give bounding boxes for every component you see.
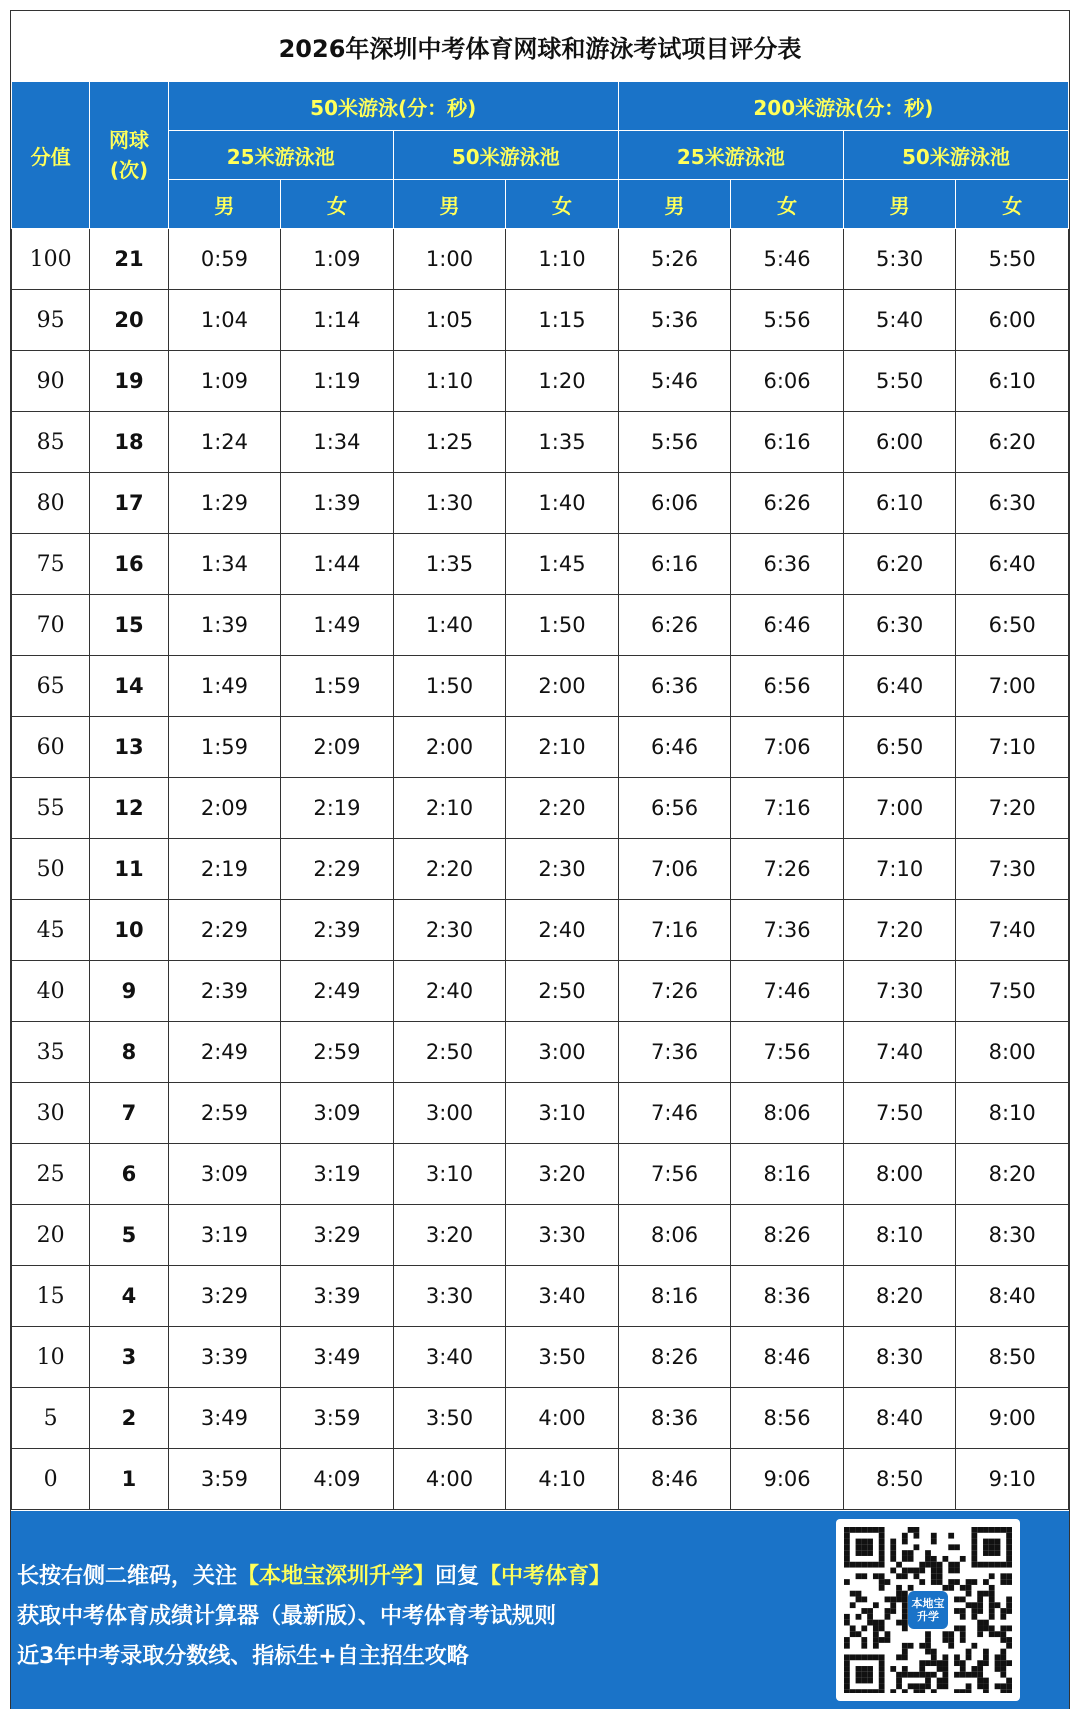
time-cell: 3:40 — [393, 1327, 506, 1388]
time-cell: 1:45 — [506, 534, 619, 595]
time-cell: 3:59 — [281, 1388, 394, 1449]
time-cell: 2:19 — [281, 778, 394, 839]
time-cell: 3:20 — [393, 1205, 506, 1266]
time-cell: 3:09 — [281, 1083, 394, 1144]
score-cell: 5 — [12, 1388, 90, 1449]
time-cell: 5:36 — [618, 290, 731, 351]
score-cell: 25 — [12, 1144, 90, 1205]
time-cell: 1:35 — [393, 534, 506, 595]
time-cell: 6:00 — [956, 290, 1069, 351]
time-cell: 5:46 — [618, 351, 731, 412]
time-cell: 5:56 — [618, 412, 731, 473]
page-title: 2026年深圳中考体育网球和游泳考试项目评分表 — [278, 34, 802, 63]
time-cell: 3:29 — [168, 1266, 281, 1327]
tennis-cell: 17 — [90, 473, 168, 534]
time-cell: 8:06 — [618, 1205, 731, 1266]
time-cell: 7:56 — [731, 1022, 844, 1083]
time-cell: 1:20 — [506, 351, 619, 412]
footer-text — [17, 1557, 611, 1677]
header-female: 女 — [731, 180, 844, 229]
time-cell: 1:10 — [506, 229, 619, 290]
time-cell: 7:46 — [731, 961, 844, 1022]
table-row — [12, 717, 1069, 778]
time-cell: 7:06 — [731, 717, 844, 778]
time-cell: 5:50 — [956, 229, 1069, 290]
score-cell: 45 — [12, 900, 90, 961]
footer-account-name: 【本地宝深圳升学】 — [237, 1564, 436, 1589]
time-cell: 8:40 — [956, 1266, 1069, 1327]
time-cell: 1:19 — [281, 351, 394, 412]
footer-line-1-text: 长按右侧二维码，关注 — [17, 1564, 238, 1589]
time-cell: 8:26 — [618, 1327, 731, 1388]
time-cell: 2:19 — [168, 839, 281, 900]
time-cell: 1:05 — [393, 290, 506, 351]
tennis-cell: 2 — [90, 1388, 168, 1449]
score-cell: 70 — [12, 595, 90, 656]
time-cell: 6:00 — [843, 412, 956, 473]
time-cell: 7:00 — [843, 778, 956, 839]
footer-line-1 — [17, 1557, 611, 1597]
time-cell: 2:00 — [506, 656, 619, 717]
header-score: 分值 — [12, 82, 90, 229]
time-cell: 7:16 — [731, 778, 844, 839]
tennis-cell: 13 — [90, 717, 168, 778]
score-cell: 95 — [12, 290, 90, 351]
time-cell: 6:40 — [843, 656, 956, 717]
time-cell: 8:46 — [618, 1449, 731, 1510]
time-cell: 5:56 — [731, 290, 844, 351]
time-cell: 2:59 — [168, 1083, 281, 1144]
header-male: 男 — [393, 180, 506, 229]
table-row — [12, 473, 1069, 534]
time-cell: 6:06 — [618, 473, 731, 534]
time-cell: 6:56 — [731, 656, 844, 717]
time-cell: 3:30 — [506, 1205, 619, 1266]
table-row — [12, 1083, 1069, 1144]
table-row — [12, 1266, 1069, 1327]
time-cell: 1:04 — [168, 290, 281, 351]
score-cell: 30 — [12, 1083, 90, 1144]
score-cell: 60 — [12, 717, 90, 778]
table-row — [12, 1327, 1069, 1388]
time-cell: 1:25 — [393, 412, 506, 473]
time-cell: 6:10 — [843, 473, 956, 534]
time-cell: 6:26 — [618, 595, 731, 656]
time-cell: 2:10 — [506, 717, 619, 778]
time-cell: 9:10 — [956, 1449, 1069, 1510]
time-cell: 8:00 — [956, 1022, 1069, 1083]
time-cell: 3:10 — [506, 1083, 619, 1144]
tennis-cell: 12 — [90, 778, 168, 839]
time-cell: 3:09 — [168, 1144, 281, 1205]
time-cell: 7:20 — [843, 900, 956, 961]
time-cell: 7:36 — [731, 900, 844, 961]
tennis-cell: 7 — [90, 1083, 168, 1144]
table-row — [12, 595, 1069, 656]
footer-line-2: 获取中考体育成绩计算器（最新版）、中考体育考试规则 — [17, 1604, 557, 1629]
time-cell: 4:10 — [506, 1449, 619, 1510]
time-cell: 2:49 — [168, 1022, 281, 1083]
time-cell: 7:10 — [843, 839, 956, 900]
score-cell: 75 — [12, 534, 90, 595]
score-cell: 35 — [12, 1022, 90, 1083]
score-cell: 85 — [12, 412, 90, 473]
footer-keyword: 【中考体育】 — [479, 1564, 612, 1589]
time-cell: 8:30 — [843, 1327, 956, 1388]
score-cell: 40 — [12, 961, 90, 1022]
table-row — [12, 290, 1069, 351]
time-cell: 6:50 — [843, 717, 956, 778]
time-cell: 1:50 — [393, 656, 506, 717]
header-female: 女 — [956, 180, 1069, 229]
tennis-cell: 8 — [90, 1022, 168, 1083]
time-cell: 2:10 — [393, 778, 506, 839]
table-row — [12, 778, 1069, 839]
footer-reply-text: 回复 — [435, 1564, 480, 1589]
time-cell: 6:20 — [843, 534, 956, 595]
time-cell: 1:15 — [506, 290, 619, 351]
table-row — [12, 1144, 1069, 1205]
score-cell: 65 — [12, 656, 90, 717]
time-cell: 2:59 — [281, 1022, 394, 1083]
time-cell: 7:06 — [618, 839, 731, 900]
time-cell: 1:30 — [393, 473, 506, 534]
time-cell: 3:39 — [281, 1266, 394, 1327]
time-cell: 8:56 — [731, 1388, 844, 1449]
time-cell: 8:50 — [956, 1327, 1069, 1388]
table-row — [12, 1388, 1069, 1449]
time-cell: 1:29 — [168, 473, 281, 534]
time-cell: 1:49 — [168, 656, 281, 717]
tennis-cell: 15 — [90, 595, 168, 656]
time-cell: 2:40 — [393, 961, 506, 1022]
time-cell: 3:10 — [393, 1144, 506, 1205]
time-cell: 2:30 — [393, 900, 506, 961]
time-cell: 3:59 — [168, 1449, 281, 1510]
time-cell: 2:20 — [393, 839, 506, 900]
time-cell: 7:10 — [956, 717, 1069, 778]
qr-badge-bottom: 升学 — [917, 1610, 939, 1623]
time-cell: 6:50 — [956, 595, 1069, 656]
score-cell: 100 — [12, 229, 90, 290]
time-cell: 6:30 — [956, 473, 1069, 534]
time-cell: 1:40 — [393, 595, 506, 656]
time-cell: 4:09 — [281, 1449, 394, 1510]
time-cell: 7:40 — [956, 900, 1069, 961]
time-cell: 3:19 — [281, 1144, 394, 1205]
time-cell: 3:29 — [281, 1205, 394, 1266]
time-cell: 8:26 — [731, 1205, 844, 1266]
time-cell: 8:36 — [618, 1388, 731, 1449]
time-cell: 5:46 — [731, 229, 844, 290]
time-cell: 7:56 — [618, 1144, 731, 1205]
time-cell: 8:20 — [956, 1144, 1069, 1205]
time-cell: 9:06 — [731, 1449, 844, 1510]
table-row — [12, 1205, 1069, 1266]
score-cell: 15 — [12, 1266, 90, 1327]
time-cell: 2:49 — [281, 961, 394, 1022]
header-tennis — [90, 82, 168, 229]
time-cell: 5:26 — [618, 229, 731, 290]
time-cell: 2:29 — [281, 839, 394, 900]
score-cell: 90 — [12, 351, 90, 412]
header-female: 女 — [281, 180, 394, 229]
score-cell: 80 — [12, 473, 90, 534]
time-cell: 6:40 — [956, 534, 1069, 595]
time-cell: 2:09 — [168, 778, 281, 839]
tennis-cell: 21 — [90, 229, 168, 290]
time-cell: 3:49 — [168, 1388, 281, 1449]
tennis-cell: 4 — [90, 1266, 168, 1327]
time-cell: 8:46 — [731, 1327, 844, 1388]
header-200m-pool25: 25米游泳池 — [618, 131, 843, 180]
time-cell: 3:19 — [168, 1205, 281, 1266]
time-cell: 1:59 — [281, 656, 394, 717]
time-cell: 3:50 — [506, 1327, 619, 1388]
tennis-cell: 16 — [90, 534, 168, 595]
tennis-cell: 5 — [90, 1205, 168, 1266]
qr-logo-badge — [908, 1591, 948, 1629]
time-cell: 8:06 — [731, 1083, 844, 1144]
score-cell: 55 — [12, 778, 90, 839]
time-cell: 5:30 — [843, 229, 956, 290]
header-50m-pool25: 25米游泳池 — [168, 131, 393, 180]
time-cell: 1:24 — [168, 412, 281, 473]
time-cell: 6:46 — [618, 717, 731, 778]
time-cell: 8:16 — [731, 1144, 844, 1205]
time-cell: 6:46 — [731, 595, 844, 656]
time-cell: 7:50 — [843, 1083, 956, 1144]
tennis-cell: 10 — [90, 900, 168, 961]
time-cell: 1:49 — [281, 595, 394, 656]
footer-line-3: 近3年中考录取分数线、指标生+自主招生攻略 — [17, 1644, 469, 1669]
table-row — [12, 351, 1069, 412]
time-cell: 4:00 — [393, 1449, 506, 1510]
table-row — [12, 961, 1069, 1022]
time-cell: 2:39 — [281, 900, 394, 961]
table-row — [12, 229, 1069, 290]
time-cell: 7:30 — [843, 961, 956, 1022]
time-cell: 7:46 — [618, 1083, 731, 1144]
header-male: 男 — [618, 180, 731, 229]
time-cell: 3:00 — [506, 1022, 619, 1083]
time-cell: 6:26 — [731, 473, 844, 534]
tennis-cell: 9 — [90, 961, 168, 1022]
time-cell: 7:26 — [731, 839, 844, 900]
score-cell: 0 — [12, 1449, 90, 1510]
time-cell: 6:10 — [956, 351, 1069, 412]
time-cell: 1:10 — [393, 351, 506, 412]
table-row — [12, 839, 1069, 900]
time-cell: 8:16 — [618, 1266, 731, 1327]
tennis-cell: 11 — [90, 839, 168, 900]
time-cell: 7:50 — [956, 961, 1069, 1022]
time-cell: 2:50 — [393, 1022, 506, 1083]
time-cell: 3:39 — [168, 1327, 281, 1388]
time-cell: 5:40 — [843, 290, 956, 351]
table-row — [12, 412, 1069, 473]
tennis-cell: 1 — [90, 1449, 168, 1510]
time-cell: 8:36 — [731, 1266, 844, 1327]
time-cell: 8:10 — [956, 1083, 1069, 1144]
score-cell: 20 — [12, 1205, 90, 1266]
time-cell: 3:00 — [393, 1083, 506, 1144]
time-cell: 1:39 — [281, 473, 394, 534]
table-row — [12, 1022, 1069, 1083]
time-cell: 1:39 — [168, 595, 281, 656]
time-cell: 6:36 — [731, 534, 844, 595]
time-cell: 3:30 — [393, 1266, 506, 1327]
time-cell: 6:20 — [956, 412, 1069, 473]
tennis-cell: 14 — [90, 656, 168, 717]
time-cell: 7:40 — [843, 1022, 956, 1083]
tennis-cell: 19 — [90, 351, 168, 412]
header-tennis-label: 网球(次) — [108, 128, 149, 182]
time-cell: 6:56 — [618, 778, 731, 839]
header-50m-pool50: 50米游泳池 — [393, 131, 618, 180]
time-cell: 6:16 — [618, 534, 731, 595]
time-cell: 1:35 — [506, 412, 619, 473]
time-cell: 1:34 — [168, 534, 281, 595]
time-cell: 7:16 — [618, 900, 731, 961]
time-cell: 1:00 — [393, 229, 506, 290]
header-200m-pool50: 50米游泳池 — [843, 131, 1068, 180]
table-row — [12, 534, 1069, 595]
time-cell: 6:06 — [731, 351, 844, 412]
time-cell: 1:40 — [506, 473, 619, 534]
time-cell: 3:40 — [506, 1266, 619, 1327]
qr-badge-top: 本地宝 — [911, 1597, 945, 1610]
score-cell: 10 — [12, 1327, 90, 1388]
time-cell: 7:00 — [956, 656, 1069, 717]
score-cell: 50 — [12, 839, 90, 900]
time-cell: 8:30 — [956, 1205, 1069, 1266]
time-cell: 3:49 — [281, 1327, 394, 1388]
score-table — [11, 81, 1069, 1510]
time-cell: 1:09 — [168, 351, 281, 412]
time-cell: 0:59 — [168, 229, 281, 290]
time-cell: 2:00 — [393, 717, 506, 778]
time-cell: 8:20 — [843, 1266, 956, 1327]
time-cell: 2:20 — [506, 778, 619, 839]
time-cell: 6:16 — [731, 412, 844, 473]
header-swim-200m: 200米游泳(分：秒) — [618, 82, 1068, 131]
time-cell: 5:50 — [843, 351, 956, 412]
time-cell: 6:36 — [618, 656, 731, 717]
time-cell: 6:30 — [843, 595, 956, 656]
time-cell: 9:00 — [956, 1388, 1069, 1449]
qr-code[interactable] — [836, 1519, 1020, 1701]
tennis-cell: 3 — [90, 1327, 168, 1388]
tennis-cell: 18 — [90, 412, 168, 473]
footer-banner — [11, 1511, 1069, 1709]
time-cell: 2:39 — [168, 961, 281, 1022]
table-body — [12, 229, 1069, 1510]
time-cell: 1:09 — [281, 229, 394, 290]
time-cell: 3:20 — [506, 1144, 619, 1205]
time-cell: 1:14 — [281, 290, 394, 351]
time-cell: 2:50 — [506, 961, 619, 1022]
time-cell: 2:29 — [168, 900, 281, 961]
time-cell: 8:40 — [843, 1388, 956, 1449]
header-male: 男 — [843, 180, 956, 229]
time-cell: 7:36 — [618, 1022, 731, 1083]
time-cell: 4:00 — [506, 1388, 619, 1449]
time-cell: 7:30 — [956, 839, 1069, 900]
header-swim-50m: 50米游泳(分：秒) — [168, 82, 618, 131]
tennis-cell: 20 — [90, 290, 168, 351]
tennis-cell: 6 — [90, 1144, 168, 1205]
time-cell: 2:40 — [506, 900, 619, 961]
header-female: 女 — [506, 180, 619, 229]
time-cell: 1:44 — [281, 534, 394, 595]
time-cell: 1:59 — [168, 717, 281, 778]
time-cell: 2:30 — [506, 839, 619, 900]
table-row — [12, 656, 1069, 717]
time-cell: 8:50 — [843, 1449, 956, 1510]
time-cell: 8:00 — [843, 1144, 956, 1205]
time-cell: 8:10 — [843, 1205, 956, 1266]
time-cell: 2:09 — [281, 717, 394, 778]
table-row — [12, 900, 1069, 961]
table-row — [12, 1449, 1069, 1510]
header-male: 男 — [168, 180, 281, 229]
time-cell: 7:20 — [956, 778, 1069, 839]
time-cell: 7:26 — [618, 961, 731, 1022]
time-cell: 1:34 — [281, 412, 394, 473]
time-cell: 3:50 — [393, 1388, 506, 1449]
time-cell: 1:50 — [506, 595, 619, 656]
